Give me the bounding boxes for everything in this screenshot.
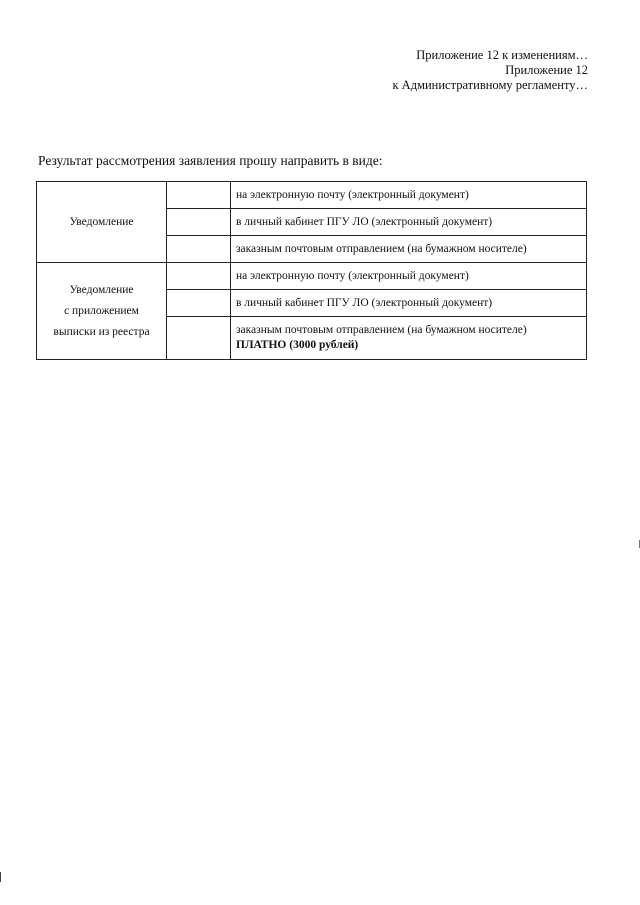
option-label: на электронную почту (электронный документ) (231, 263, 587, 290)
option-label: заказным почтовым отправлением (на бумажном носителе) (236, 324, 527, 336)
delivery-options-table (36, 181, 587, 360)
category-label: Уведомление (69, 283, 134, 296)
appendix-line-2: Приложение 12 (505, 63, 588, 77)
category-label: с приложением (64, 304, 139, 317)
appendix-header (392, 48, 588, 93)
intro-text: Результат рассмотрения заявления прошу направить в виде: (38, 153, 383, 168)
category-label: Уведомление (69, 215, 134, 228)
checkbox-extract-cabinet[interactable] (167, 290, 231, 317)
option-label: в личный кабинет ПГУ ЛО (электронный документ) (231, 209, 587, 236)
table-row (37, 263, 587, 290)
appendix-line-1: Приложение 12 к изменениям… (416, 48, 588, 62)
appendix-line-3: к Административному регламенту… (392, 78, 588, 92)
checkbox-notification-email[interactable] (167, 182, 231, 209)
checkbox-extract-mail[interactable] (167, 317, 231, 360)
table-row (37, 182, 587, 209)
option-cell (231, 317, 587, 360)
checkbox-extract-email[interactable] (167, 263, 231, 290)
checkbox-notification-mail[interactable] (167, 236, 231, 263)
option-label: заказным почтовым отправлением (на бумажном носителе) (231, 236, 587, 263)
category-label: выписки из реестра (53, 325, 150, 338)
checkbox-notification-cabinet[interactable] (167, 209, 231, 236)
category-notification-with-extract (37, 263, 167, 360)
paid-note: ПЛАТНО (3000 рублей) (236, 339, 359, 351)
scan-edge-mark (0, 872, 1, 882)
option-label: в личный кабинет ПГУ ЛО (электронный документ) (231, 290, 587, 317)
option-label: на электронную почту (электронный документ) (231, 182, 587, 209)
category-notification (37, 182, 167, 263)
